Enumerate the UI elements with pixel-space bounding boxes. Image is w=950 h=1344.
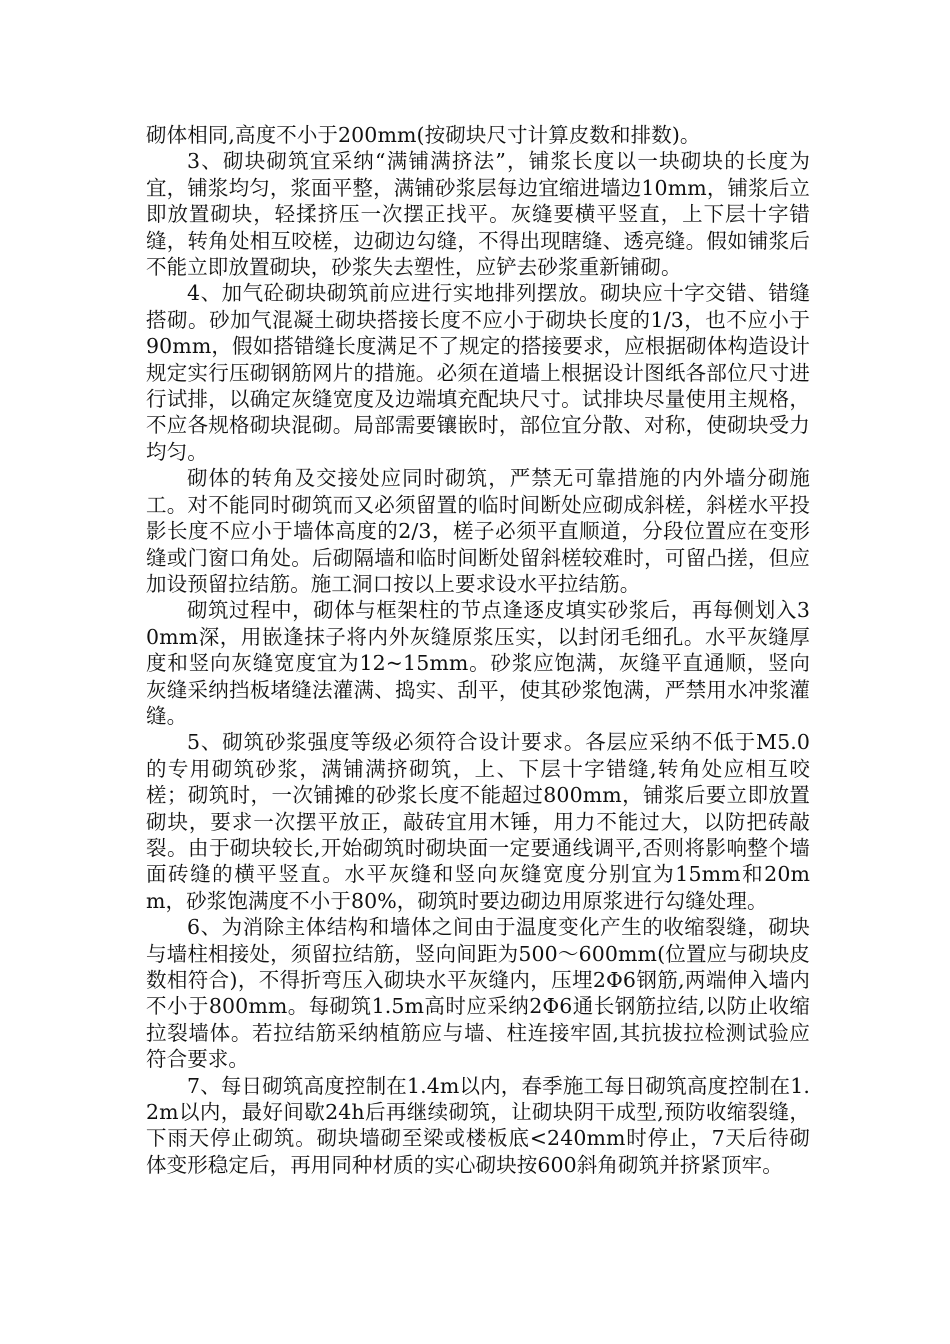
paragraph-corner-joints: 砌体的转角及交接处应同时砌筑，严禁无可靠措施的内外墙分砌施工。对不能同时砌筑而又必须留置的临时间断处应砌成斜槎，斜槎水平投影长度不应小于墙体高度的2/3，槎子必须平直顺道，分段位置应在变形缝或门窗口角处。后砌隔墙和临时间断处留斜槎较难时，可留凸搓，但应加设预留拉结筋。施工洞口按以上要求设水平拉结筋。	[146, 466, 810, 596]
paragraph-item-5: 5、砌筑砂浆强度等级必须符合设计要求。各层应采纳不低于M5.0的专用砌筑砂浆，满铺满挤砌筑，上、下层十字错缝,转角处应相互咬槎；砌筑时，一次铺摊的砂浆长度不能超过800mm，铺浆后要立即放置砌块，要求一次摆平放正，敲砖宜用木锤，用力不能过大，以防把砖敲裂。由于砌块较长,开始砌筑时砌块面一定要通线调平,否则将影响整个墙面砖缝的横平竖直。水平灰缝和竖向灰缝宽度分别宜为15mm和20mm，砂浆饱满度不小于80%，砌筑时要边砌边用原浆进行勾缝处理。	[146, 730, 810, 913]
paragraph-continuation: 砌体相同,高度不小于200mm(按砌块尺寸计算皮数和排数)。	[146, 123, 701, 147]
paragraph-masonry-process: 砌筑过程中，砌体与框架柱的节点逢逐皮填实砂浆后，再每侧划入30mm深，用嵌逢抹子将内外灰缝原浆压实，以封闭毛细孔。水平灰缝厚度和竖向灰缝宽度宜为12~15mm。砂浆应饱满，灰缝平直通顺，竖向灰缝采纳挡板堵缝法灌满、捣实、刮平，使其砂浆饱满，严禁用水冲浆灌缝。	[146, 598, 810, 728]
paragraph-item-6: 6、为消除主体结构和墙体之间由于温度变化产生的收缩裂缝，砌块与墙柱相接处，须留拉结筋，竖向间距为500～600mm(位置应与砌块皮数相符合)，不得折弯压入砌块水平灰缝内，压埋2Φ6钢筋,两端伸入墙内不小于800mm。每砌筑1.5m高时应采纳2Φ6通长钢筋拉结,以防止收缩拉裂墙体。若拉结筋采纳植筋应与墙、柱连接牢固,其抗拔拉检测试验应符合要求。	[146, 915, 810, 1072]
paragraph-item-7: 7、每日砌筑高度控制在1.4m以内，春季施工每日砌筑高度控制在1.2m以内，最好间歇24h后再继续砌筑，让砌块阴干成型,预防收缩裂缝，下雨天停止砌筑。砌块墙砌至梁或楼板底<240mm时停止，7天后待砌体变形稳定后，再用同种材质的实心砌块按600斜角砌筑并挤紧顶牢。	[146, 1073, 810, 1177]
paragraph-item-4: 4、加气砼砌块砌筑前应进行实地排列摆放。砌块应十字交错、错缝搭砌。砂加气混凝土砌块搭接长度不应小于砌块长度的1/3，也不应小于90mm，假如搭错缝长度满足不了规定的搭接要求，应根据砌体构造设计规定实行压砌钢筋网片的措施。必须在道墙上根据设计图纸各部位尺寸进行试排，以确定灰缝宽度及边端填充配块尺寸。试排块尽量使用主规格，不应各规格砌块混砌。局部需要镶嵌时，部位宜分散、对称，使砌块受力均匀。	[146, 281, 810, 464]
paragraph-item-3: 3、砌块砌筑宜采纳“满铺满挤法”，铺浆长度以一块砌块的长度为宜，铺浆均匀，浆面平整，满铺砂浆层每边宜缩进墙边10mm，铺浆后立即放置砌块，轻揉挤压一次摆正找平。灰缝要横平竖直，上下层十字错缝，转角处相互咬槎，边砌边勾缝，不得出现瞎缝、透亮缝。假如铺浆后不能立即放置砌块，砂浆失去塑性，应铲去砂浆重新铺砌。	[146, 149, 810, 280]
document-body	[146, 122, 810, 1178]
